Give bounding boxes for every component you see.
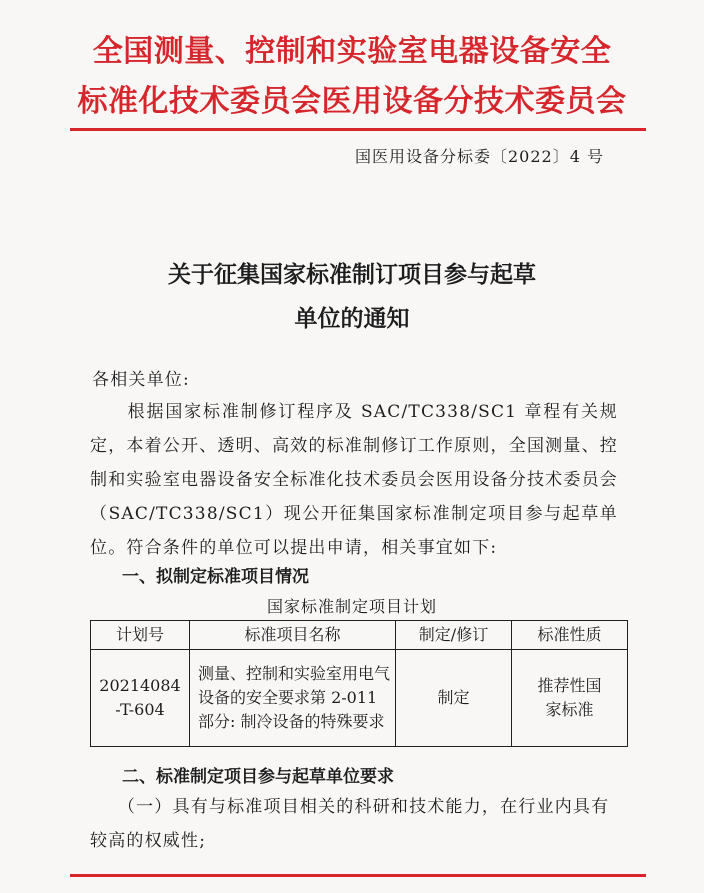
col-plan-no-header: 计划号 — [91, 621, 190, 650]
org-name-line-2: 标准化技术委员会医用设备分技术委员会 — [77, 84, 627, 119]
col-nature-header: 标准性质 — [512, 621, 628, 650]
notice-title-line-1: 关于征集国家标准制订项目参与起草 — [168, 261, 536, 288]
document-number: 国医用设备分标委〔2022〕4 号 — [355, 147, 604, 166]
intro-paragraph: 根据国家标准制修订程序及 SAC/TC338/SC1 章程有关规定，本着公开、透明、高效的标准制修订工作原则，全国测量、控制和实验室电器设备安全标准化技术委员会医用设备分技术委员会（SAC/TC338/SC1）现公开征集国家标准制定项目参与起草单位。符合条件的单位可以提出申请，相关事宜如下: — [90, 402, 618, 558]
section-heading-1: 一、拟制定标准项目情况 — [122, 567, 309, 587]
project-plan-table — [90, 620, 628, 747]
table-caption: 国家标准制定项目计划 — [266, 597, 437, 616]
red-header-rule — [70, 128, 646, 131]
requirement-paragraph: （一）具有与标准项目相关的科研和技术能力，在行业内具有较高的权威性; — [90, 797, 610, 851]
project-name-cell: 测量、控制和实验室用电气设备的安全要求第 2-011 部分: 制冷设备的特殊要求 — [190, 650, 396, 747]
table-header-row — [91, 621, 628, 650]
org-name-line-1: 全国测量、控制和实验室电器设备安全 — [92, 34, 612, 69]
notice-title-line-2: 单位的通知 — [294, 305, 410, 332]
salutation: 各相关单位: — [92, 370, 190, 390]
nature-cell: 推荐性国家标准 — [512, 650, 628, 747]
col-name-header: 标准项目名称 — [190, 621, 396, 650]
type-cell: 制定 — [396, 650, 512, 747]
red-footer-rule — [70, 874, 646, 877]
col-type-header: 制定/修订 — [396, 621, 512, 650]
plan-no-cell: 20214084-T-604 — [91, 650, 190, 747]
table-row — [91, 650, 628, 747]
section-heading-2: 二、标准制定项目参与起草单位要求 — [122, 767, 394, 787]
